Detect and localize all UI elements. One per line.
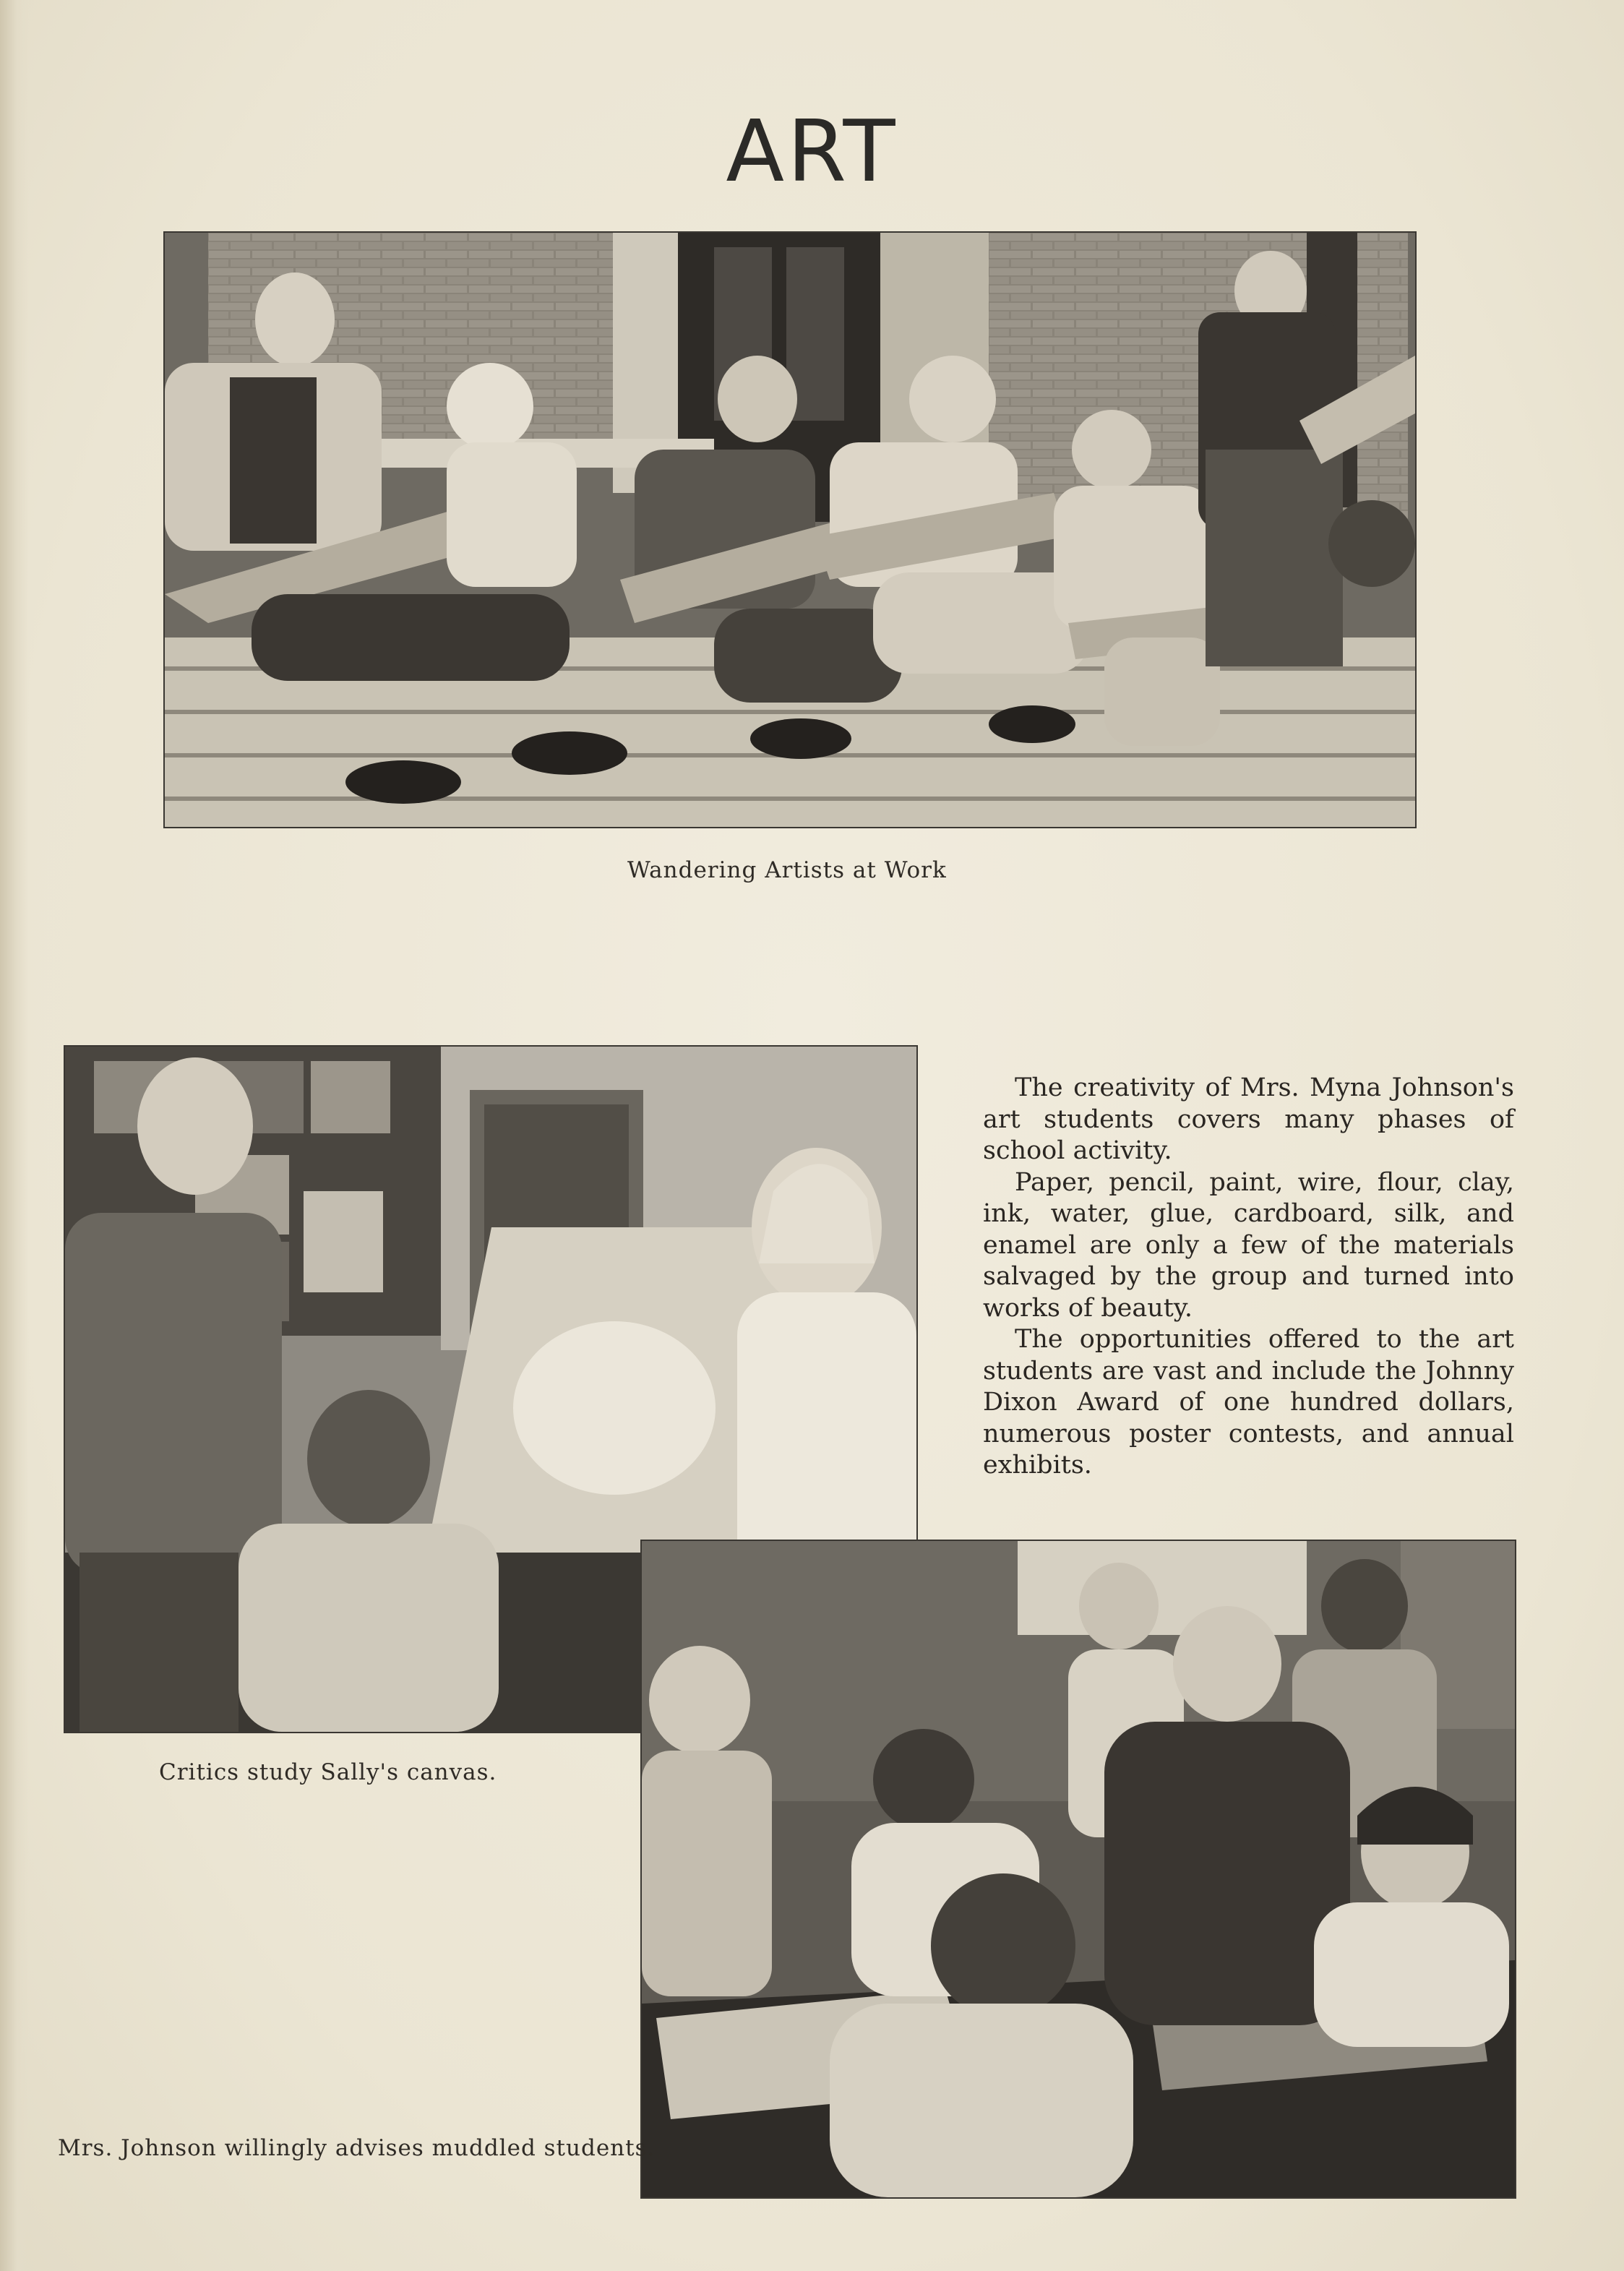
article-body	[983, 1073, 1514, 1482]
caption-artists-on-steps: Wandering Artists at Work	[627, 857, 947, 883]
photo-artists-on-steps-image	[165, 233, 1415, 827]
caption-teacher-advising: Mrs. Johnson willingly advises muddled students.	[58, 2135, 656, 2161]
caption-critics-canvas: Critics study Sally's canvas.	[159, 1759, 497, 1785]
article-paragraph: The creativity of Mrs. Myna Johnson's art students covers many phases of school activity.	[983, 1073, 1514, 1165]
page-title: ART	[726, 101, 898, 201]
photo-teacher-advising-image	[642, 1541, 1515, 2197]
binding-edge	[0, 0, 29, 2271]
photo-teacher-advising	[640, 1540, 1516, 2199]
photo-artists-on-steps	[163, 231, 1417, 828]
article-paragraph: The opportunities offered to the art students are vast and include the Johnny Dixon Award of one hundred dollars, numerous poster contests, and annual exhibits.	[983, 1325, 1514, 1480]
article-paragraph: Paper, pencil, paint, wire, flour, clay, ink, water, glue, cardboard, silk, and enamel are only a few of the materials salvaged by the group and turned into works of beauty.	[983, 1167, 1514, 1323]
